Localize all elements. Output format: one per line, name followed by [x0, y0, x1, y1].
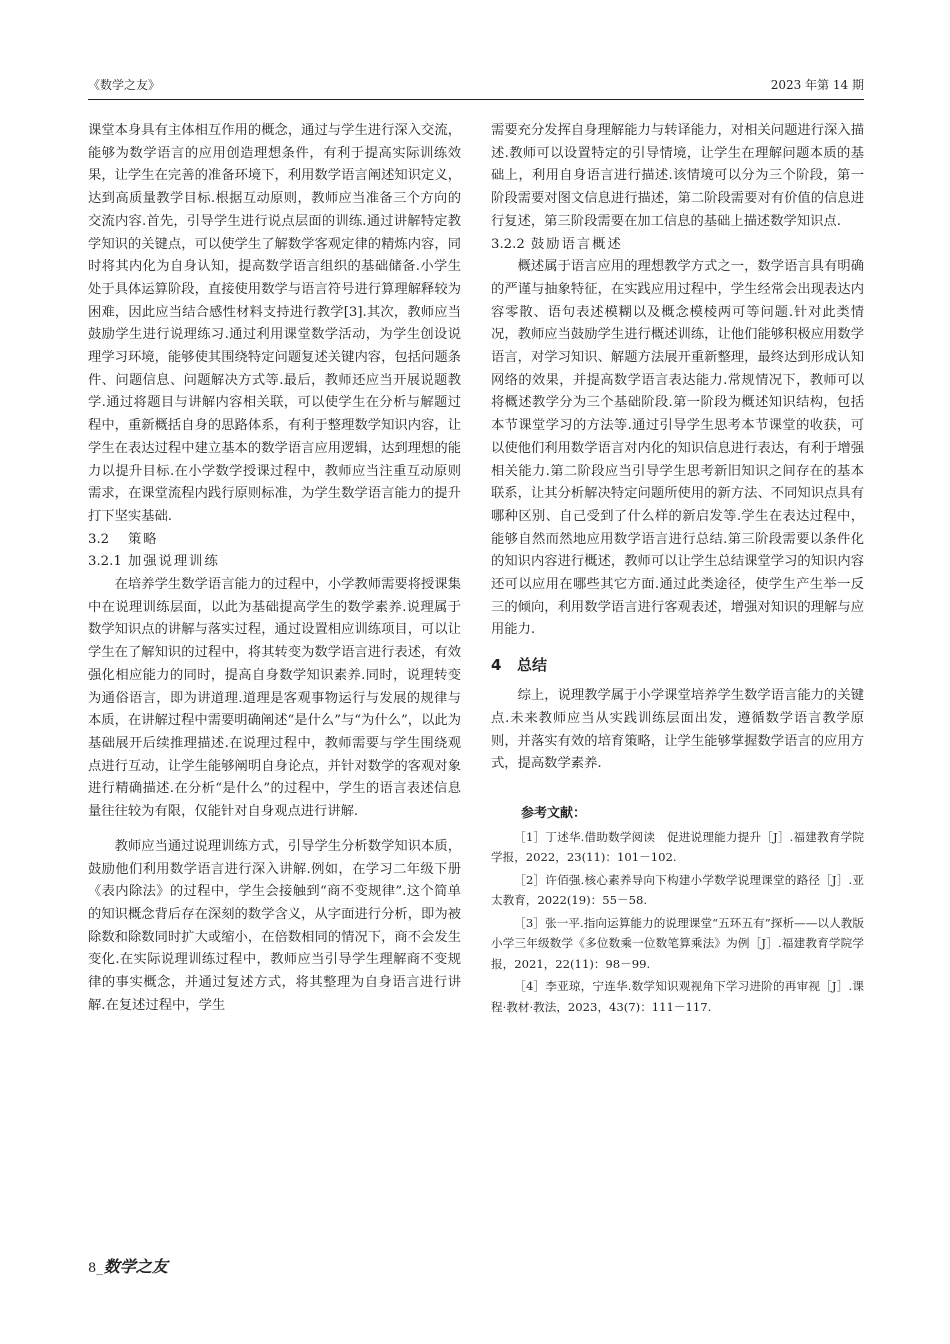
reference-item: ［2］许佰强.核心素养导向下构建小学数学说理课堂的路径［J］.亚太教育，2022(19)：55－58.	[491, 872, 864, 908]
issue-label: 2023 年第 14 期	[770, 78, 864, 92]
references-title: 参考文献：	[521, 805, 587, 821]
heading-number: 3.2.1	[88, 554, 122, 570]
magazine-logo: 数学之友	[103, 1257, 168, 1276]
heading-text: 加强说理训练	[128, 554, 220, 570]
body-paragraph: 概述属于语言应用的理想教学方式之一，数学语言具有明确的严谨与抽象特征，在实践应用过程中，学生经常会出现表达内容零散、语句表述模糊以及概念模棱两可等问题.针对此类情况，教师应当鼓励学生进行概述训练，让他们能够积极应用数学语言，对学习知识、解题方法展开重新整理，最终达到形成认知网络的效果，并提高数学语言表达能力.常规情况下，教师可以将概述教学分为三个基础阶段.第一阶段为概述知识结构，包括本节课堂学习的方法等.通过引导学生思考本节课堂的收获，可以使他们利用数学语言对内化的知识信息进行表达，有利于增强相关能力.第二阶段应当引导学生思考新旧知识之间存在的基本联系，让其分析解决特定问题所使用的新方法、不同知识点具有哪种区别、自己受到了什么样的新启发等.学生在表达过程中，能够自然而然地应用数学语言进行总结.第三阶段需要以条件化的知识内容进行概述，教师可以让学生总结课堂学习的知识内容还可以应用在哪些其它方面.通过此类途径，使学生产生举一反三的倾向，利用数学语言进行客观表述，增强对知识的理解与应用能力.	[491, 259, 864, 638]
section-heading-4	[491, 654, 864, 675]
reference-item: ［1］丁述华.借助数学阅读 促进说理能力提升［J］.福建教育学院学报，2022，23(11)：101－102.	[491, 829, 864, 865]
left-column	[88, 120, 461, 1017]
header-divider	[88, 99, 864, 100]
right-column	[491, 120, 864, 1019]
page-header	[88, 76, 864, 98]
reference-item: ［4］李亚琼，宁连华.数学知识观视角下学习进阶的再审视［J］.课程·教材·教法，2023，43(7)：111－117.	[491, 979, 864, 1014]
heading-text: 鼓励语言概述	[531, 236, 623, 252]
body-paragraph: 教师应当通过说理训练方式，引导学生分析数学知识本质，鼓励他们利用数学语言进行深入讲解.例如，在学习二年级下册《表内除法》的过程中，学生会接触到“商不变规律”.这个简单的知识概念背后存在深刻的数学含义，从字面进行分析，即为被除数和除数同时扩大或缩小，在倍数相同的情况下，商不会发生变化.在实际说理训练过程中，教师应当引导学生理解商不变规律的事实概念，并通过复述方式，将其整理为自身语言进行讲解.在复述过程中，学生	[88, 838, 461, 1013]
section-heading-3-2-1	[88, 551, 461, 574]
body-paragraph: 课堂本身具有主体相互作用的概念，通过与学生进行深入交流，能够为数学语言的应用创造理想条件，有利于提高实际训练效果，让学生在完善的准备环境下，利用数学语言阐述知识定义，达到高质量教学目标.根据互动原则，教师应当准备三个方向的交流内容.首先，引导学生进行说点层面的训练.通过讲解特定教学知识的关键点，可以使学生了解数学客观定律的精炼内容，同时将其内化为自身认知，提高数学语言组织的基础储备.小学生处于具体运算阶段，直接使用数学与语言符号进行算理解释较为困难，因此应当结合感性材料支持进行教学[3].其次，教师应当鼓励学生进行说理练习.通过利用课堂数学活动，为学生创设说理学习环境，能够使其围绕特定问题复述关键内容，包括问题条件、问题信息、问题解决方式等.最后，教师还应当开展说题教学.通过将题目与讲解内容相关联，可以使学生在分析与解题过程中，重新概括自身的思路体系，有利于整理数学知识内容，让学生在表达过程中建立基本的数学语言应用逻辑，达到理想的能力以提升目标.在小学数学授课过程中，教师应当注重互动原则需求，在课堂流程内践行原则标准，为学生数学语言能力的提升打下坚实基础.	[88, 123, 461, 524]
heading-number: 3.2	[88, 531, 110, 547]
section-heading-3-2-2	[491, 234, 864, 257]
body-paragraph: 在培养学生数学语言能力的过程中，小学教师需要将授课集中在说理训练层面，以此为基础提高学生的数学素养.说理属于数学知识点的讲解与落实过程，通过设置相应训练项目，可以让学生在了解知识的过程中，将其转变为数学语言进行表述，有效强化相应能力的同时，提高自身数学知识素养.同时，说理转变为通俗语言，即为讲道理.道理是客观事物运行与发展的规律与本质，在讲解过程中需要明确阐述“是什么”与“为什么”，以此为基础展开后续推理描述.在说理过程中，教师需要与学生围绕观点进行互动，让学生能够阐明自身论点，并针对数学的客观对象进行精确描述.在分析“是什么”的过程中，学生的语言表述信息量往往较为有限，仅能针对自身观点进行讲解.	[88, 577, 461, 820]
reference-item: ［3］张一平.指向运算能力的说理课堂“五环五有”探析——以人教版小学三年级数学《多位数乘一位数笔算乘法》为例［J］.福建教育学院学报，2021，22(11)：98－99.	[491, 915, 864, 971]
page-footer: 8_数学之友	[88, 1254, 168, 1277]
page-number: 8	[88, 1261, 97, 1276]
journal-name: 《数学之友》	[88, 78, 161, 92]
body-paragraph: 综上，说理教学属于小学课堂培养学生数学语言能力的关键点.未来教师应当从实践训练层面出发，遵循数学语言教学原则，并落实有效的培育策略，让学生能够掌握数学语言的应用方式，提高数学素养.	[491, 688, 864, 772]
heading-number: 4	[491, 656, 502, 675]
heading-number: 3.2.2	[491, 236, 525, 252]
heading-text: 总结	[517, 656, 548, 675]
body-paragraph: 需要充分发挥自身理解能力与转译能力，对相关问题进行深入描述.教师可以设置特定的引导情境，让学生在理解问题本质的基础上，利用自身语言进行描述.该情境可以分为三个阶段，第一阶段需要对图文信息进行描述，第二阶段需要对有价值的信息进行复述，第三阶段需要在加工信息的基础上描述数学知识点.	[491, 123, 864, 229]
heading-text: 策略	[128, 531, 159, 547]
section-heading-3-2	[88, 529, 461, 552]
